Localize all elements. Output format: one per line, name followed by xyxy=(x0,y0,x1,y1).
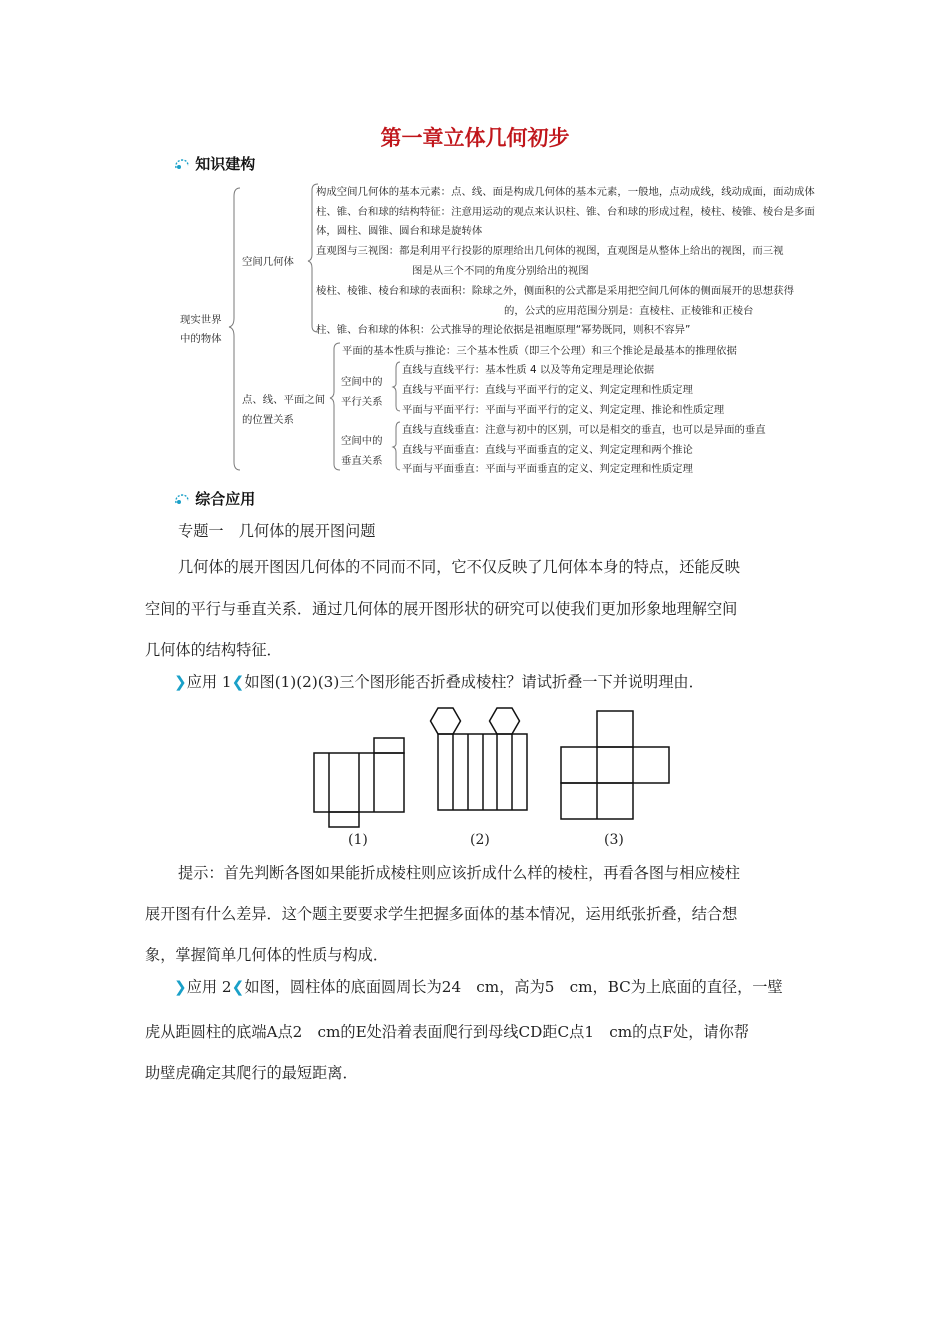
tree-item: 直线与直线垂直：注意与初中的区别，可以是相交的垂直，也可以是异面的垂直 xyxy=(402,424,766,436)
tree-item: 直线与平面垂直：直线与平面垂直的定义、判定定理和两个推论 xyxy=(402,444,693,456)
tree-branch-position-line-2: 的位置关系 xyxy=(242,414,294,426)
tree-parallel-label-line-2: 平行关系 xyxy=(341,396,383,408)
application-1-label: 应用 1 xyxy=(186,673,232,691)
application-2-text-line-1: 如图，圆柱体的底面圆周长为24 cm，高为5 cm，BC为上底面的直径，一壁 xyxy=(244,978,783,996)
page-title: 第一章立体几何初步 xyxy=(380,126,570,150)
tree-parallel-label-line-1: 空间中的 xyxy=(341,376,383,388)
tree-root-line-1: 现实世界 xyxy=(180,314,222,326)
section-heading-application-text: 综合应用 xyxy=(195,490,256,508)
figure-1-net xyxy=(314,738,404,827)
hint-line-1: 提示：首先判断各图如果能折成棱柱则应该折成什么样的棱柱，再看各图与相应棱柱 xyxy=(178,864,740,882)
bracket-icon: ❮ xyxy=(231,978,245,996)
tree-perp-label-line-2: 垂直关系 xyxy=(341,455,383,467)
tree-perp-label-line-1: 空间中的 xyxy=(341,435,383,447)
tree-item: 的，公式的应用范围分别是：直棱柱、正棱锥和正棱台 xyxy=(504,305,754,317)
figure-2-net xyxy=(431,708,528,810)
tree-item: 图是从三个不同的角度分别给出的视图 xyxy=(412,265,589,277)
tree-item: 平面的基本性质与推论：三个基本性质（即三个公理）和三个推论是最基本的推理依据 xyxy=(342,345,737,357)
bracket-icon: ❮ xyxy=(231,673,245,691)
section-heading-knowledge-text: 知识建构 xyxy=(195,155,256,173)
tree-item: 构成空间几何体的基本元素：点、线、面是构成几何体的基本元素，一般地，点动成线，线动成面，面动成体 xyxy=(316,186,815,198)
application-2 xyxy=(174,977,783,997)
tree-branch-position xyxy=(242,390,325,430)
application-2-text-line-3: 助壁虎确定其爬行的最短距离． xyxy=(145,1064,358,1082)
tree-root-label xyxy=(180,311,222,349)
net-figures xyxy=(0,705,950,845)
tree-branch-geometry: 空间几何体 xyxy=(242,256,294,268)
tree-item: 平面与平面垂直：平面与平面垂直的定义、判定定理和性质定理 xyxy=(402,463,693,475)
application-1 xyxy=(174,672,704,692)
tree-branch-position-line-1: 点、线、平面之间 xyxy=(242,394,326,406)
intro-line-2: 空间的平行与垂直关系．通过几何体的展开图形状的研究可以使我们更加形象地理解空间 xyxy=(145,600,738,618)
figure-2-label: (2) xyxy=(470,832,490,848)
arrow-icon: ❯ xyxy=(174,673,187,691)
hint-line-3: 象，掌握简单几何体的性质与构成． xyxy=(145,946,388,964)
application-1-text: 如图(1)(2)(3)三个图形能否折叠成棱柱？请试折叠一下并说明理由． xyxy=(244,673,704,691)
topic-heading: 专题一 几何体的展开图问题 xyxy=(178,522,376,540)
tree-item: 棱柱、棱锥、棱台和球的表面积：除球之外，侧面积的公式都是采用把空间几何体的侧面展开的思想获得 xyxy=(316,285,794,297)
tree-perp-label xyxy=(341,431,383,471)
figure-1-label: (1) xyxy=(348,832,368,848)
tree-item: 直线与平面平行：直线与平面平行的定义、判定定理和性质定理 xyxy=(402,384,693,396)
hint-line-2: 展开图有什么差异．这个题主要要求学生把握多面体的基本情况，运用纸张折叠，结合想 xyxy=(145,905,738,923)
figure-3-net xyxy=(561,711,669,819)
figure-3-label: (3) xyxy=(604,832,624,848)
application-2-text-line-2: 虎从距圆柱的底端A点2 cm的E处沿着表面爬行到母线CD距C点1 cm的点F处，请你帮 xyxy=(145,1023,749,1041)
tree-root-line-2: 中的物体 xyxy=(180,333,222,345)
tree-item: 体，圆柱、圆锥、圆台和球是旋转体 xyxy=(316,225,483,237)
application-2-label: 应用 2 xyxy=(186,978,232,996)
arrow-icon: ❯ xyxy=(174,978,187,996)
intro-line-1: 几何体的展开图因几何体的不同而不同，它不仅反映了几何体本身的特点，还能反映 xyxy=(178,558,740,576)
tree-item: 直观图与三视图：都是利用平行投影的原理给出几何体的视图，直观图是从整体上给出的视图，而三视 xyxy=(316,245,784,257)
tree-item: 柱、锥、台和球的结构特征：注意用运动的观点来认识柱、锥、台和球的形成过程，棱柱、棱锥、棱台是多面 xyxy=(316,206,815,218)
tree-item: 柱、锥、台和球的体积：公式推导的理论依据是祖暅原理“幂势既同，则积不容异” xyxy=(316,324,691,336)
section-icon xyxy=(174,493,190,505)
tree-parallel-label xyxy=(341,372,383,412)
intro-line-3: 几何体的结构特征． xyxy=(145,641,282,659)
tree-item: 平面与平面平行：平面与平面平行的定义、判定定理、推论和性质定理 xyxy=(402,404,725,416)
tree-item: 直线与直线平行：基本性质 4 以及等角定理是理论依据 xyxy=(402,364,655,376)
section-heading-application xyxy=(174,488,255,509)
